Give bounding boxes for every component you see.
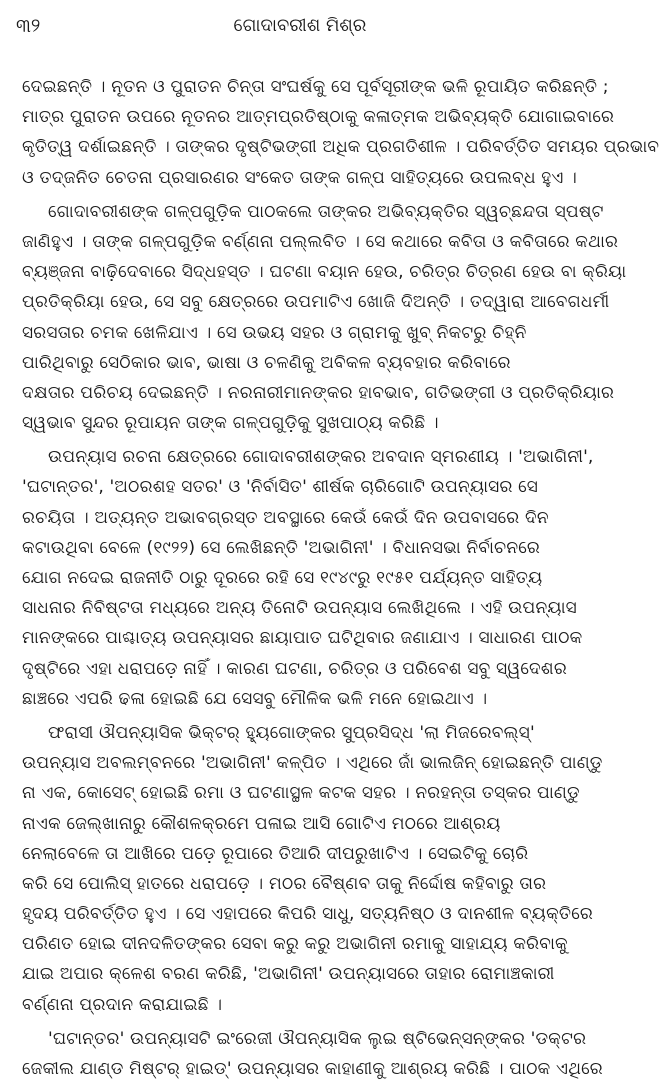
text-line: ହୃଦୟ ପରିବର୍ତ୍ତିତ ହୁଏ । ସେ ଏହାପରେ କିପରି ସାଧୁ, ସତ୍ୟନିଷ୍ଠ ଓ ଦାନଶୀଳ ବ୍ୟକ୍ତିରେ <box>22 904 593 925</box>
page-header <box>0 12 600 46</box>
text-line: ଓ ତଦ୍‌ଜନିତ ଚେତନା ପ୍ରସାରଣର ସଂକେତ ତାଙ୍କ ଗଳ୍ପ ସାହିତ୍ୟରେ ଉପଲବ୍ଧ ହୁଏ । <box>22 167 577 188</box>
text-line: ସ୍ୱଭାବ ସୁନ୍ଦର ରୂପାୟନ ତାଙ୍କ ଗଳ୍ପଗୁଡ଼ିକୁ ସୁଖପାଠ୍ୟ କରିଛି । <box>22 413 439 434</box>
text-line: ଉପନ୍ୟାସ ରଚନା କ୍ଷେତ୍ରରେ ଗୋଦାବରୀଶଙ୍କର ଅବଦାନ ସ୍ମରଣୀୟ । 'ଅଭାଗିନୀ', <box>48 447 594 468</box>
text-line: ନେଲାବେଳେ ତା ଆଖିରେ ପଡ଼େ ରୂପାରେ ତିଆରି ଦୀପରୁଖାଟିଏ । ସେଇଟିକୁ ଚୋରି <box>22 843 529 864</box>
paragraph-1 <box>22 72 659 193</box>
page-number: ୩୨ <box>16 15 41 37</box>
text-line: ପାରିଥିବାରୁ ସେଠିକାର ଭାବ, ଭାଷା ଓ ଚଳଣିକୁ ଅବିକଳ ବ୍ୟବହାର କରିବାରେ <box>22 352 511 373</box>
running-title: ଗୋଦାବରୀଶ ମିଶ୍ର <box>233 15 367 36</box>
text-line: ନା ଏକ, କୋସେଟ୍ ହୋଇଛି ରମା ଓ ଘଟଣାସ୍ଥଳ କଟକ ସହର । ନରହନ୍ତା ତସ୍କର ପାଣ୍ଡୁ <box>22 783 580 804</box>
text-line: ବର୍ଣ୍ଣନା ପ୍ରଦାନ କରାଯାଇଛି । <box>22 994 223 1015</box>
text-line: ଦେଇଛନ୍ତି । ନୂତନ ଓ ପୁରାତନ ଚିନ୍ତା ସଂଘର୍ଷକୁ ସେ ପୂର୍ବସୂରୀଙ୍କ ଭଳି ରୂପାୟିତ କରିଛନ୍ତି ; <box>22 77 609 97</box>
text-line: ଫରାସୀ ଔପନ୍ୟାସିକ ଭିକ୍ଟର୍ ହ୍ୟୁଗୋଙ୍କର ସୁପ୍ରସିଦ୍ଧ 'ଲା ମିଜରେବଲ୍ସ୍' <box>48 722 535 743</box>
text-line: ସାଧନାର ନିବିଷ୍ଟତା ମଧ୍ୟରେ ଅନ୍ୟ ତିନୋଟି ଉପନ୍ୟାସ ଲେଖିଥିଲେ । ଏହି ଉପନ୍ୟାସ <box>22 598 577 619</box>
text-line: ମାତ୍ର ପୁରାତନ ଉପରେ ନୂତନର ଆତ୍ମପ୍ରତିଷ୍ଠାକୁ କଳାତ୍ମକ ଅଭିବ୍ୟକ୍ତି ଯୋଗାଇବାରେ <box>22 107 615 128</box>
text-line: ଜାଣିହୁଏ । ତାଙ୍କ ଗଳ୍ପଗୁଡ଼ିକ ବର୍ଣ୍ଣନା ପଲ୍ଲବିତ । ସେ କଥାରେ କବିତା ଓ କବିତାରେ କଥାର <box>22 231 619 252</box>
text-line: କଟାଉଥିବା ବେଳେ (୧୯୨୨) ସେ ଲେଖିଛନ୍ତି 'ଅଭାଗିନୀ' । ବିଧାନସଭା ନିର୍ବାଚନରେ <box>22 537 540 558</box>
text-line: ଉପନ୍ୟାସ ଅବଲମ୍ବନରେ 'ଅଭାଗିନୀ' କଳ୍ପିତ । ଏଥିରେ ଜାଁ ଭାଲଜିନ୍ ହୋଇଛନ୍ତି ପାଣ୍ଡୁ <box>22 753 603 774</box>
text-line: ମାନଙ୍କରେ ପାଶ୍ଚାତ୍ୟ ଉପନ୍ୟାସର ଛାୟାପାତ ଘଟିଥିବାର ଜଣାଯାଏ । ସାଧାରଣ ପାଠକ <box>22 628 583 649</box>
text-line: ଛାଞ୍ଚରେ ଏପରି ଢଳା ହୋଇଛି ଯେ ସେସବୁ ମୌଳିକ ଭଳି ମନେ ହୋଇଥାଏ । <box>22 688 488 709</box>
text-line: ଜେକୀଲ ଯାଣ୍ଡ ମିଷ୍ଟର୍ ହାଇଡ୍' ଉପନ୍ୟାସର କାହାଣୀକୁ ଆଶ୍ରୟ କରିଛି । ପାଠକ ଏଥିରେ <box>22 1059 603 1079</box>
text-line: ସରସତାର ଚମକ ଖେଳିଯାଏ । ସେ ଉଭୟ ସହର ଓ ଗ୍ରାମକୁ ଖୁବ୍ ନିକଟରୁ ଚିହ୍ନି <box>22 322 527 343</box>
text-line: ଯୋଗ ନଦେଇ ରାଜନୀତି ଠାରୁ ଦୂରରେ ରହି ସେ ୧୯୪୯ରୁ ୧୯୫୧ ପର୍ଯ୍ୟନ୍ତ ସାହିତ୍ୟ <box>22 568 543 588</box>
text-line: ନାଏକ ଜେଲ୍‌ଖାନାରୁ କୌଶଳକ୍ରମେ ପଳାଇ ଆସି ଗୋଟିଏ ମଠରେ ଆଶ୍ରୟ <box>22 813 501 834</box>
text-line: 'ଘଟାନ୍ତର' ଉପନ୍ୟାସଟି ଇଂରେଜୀ ଔପନ୍ୟାସିକ ଲୁଇ ଷ୍ଟିଭେନ୍‌ସନ୍‌ଙ୍କର 'ଡକ୍ଟର <box>48 1028 587 1049</box>
paragraph-5 <box>22 1024 603 1084</box>
text-line: କୃତିତ୍ୱ ଦର୍ଶାଇଛନ୍ତି । ତାଙ୍କର ଦୃଷ୍ଟିଭଙ୍ଗୀ ଅଧିକ ପ୍ରଗତିଶୀଳ । ପରିବର୍ତ୍ତିତ ସମୟର ପ୍ରଭାବ <box>22 137 659 158</box>
text-line: ରଚୟିତା । ଅତ୍ୟନ୍ତ ଅଭାବଗ୍ରସ୍ତ ଅବସ୍ଥାରେ କେଉଁ କେଉଁ ଦିନ ଉପବାସରେ ଦିନ <box>22 507 549 528</box>
text-line: 'ଘଟାନ୍ତର', 'ଅଠରଶହ ସତର' ଓ 'ନିର୍ବାସିତ' ଶୀର୍ଷକ ଚାରିଗୋଟି ଉପନ୍ୟାସର ସେ <box>22 477 539 498</box>
text-line: ଯାଇ ଅପାର କ୍ଳେଶ ବରଣ କରିଛି, 'ଅଭାଗିନୀ' ଉପନ୍ୟାସରେ ତାହାର ରୋମାଞ୍ଚକାରୀ <box>22 964 555 985</box>
paragraph-3 <box>22 442 594 714</box>
text-line: ପରିଣତ ହୋଇ ଦୀନଦଳିତଙ୍କର ସେବା କରୁ କରୁ ଅଭାଗିନୀ ରମାକୁ ସାହାଯ୍ୟ କରିବାକୁ <box>22 934 568 955</box>
text-line: ଗୋଦାବରୀଶଙ୍କ ଗଳ୍ପଗୁଡ଼ିକ ପାଠକଲେ ତାଙ୍କର ଅଭିବ୍ୟକ୍ତିର ସ୍ୱଚ୍ଛନ୍ଦତା ସ୍ପଷ୍ଟ <box>48 201 604 222</box>
text-body <box>22 72 659 1088</box>
paragraph-2 <box>22 197 627 439</box>
text-line: ପ୍ରତିକ୍ରିୟା ହେଉ, ସେ ସବୁ କ୍ଷେତ୍ରରେ ଉପମାଟିଏ ଖୋଜି ଦିଅନ୍ତି । ତଦ୍ୱାରା ଆବେଗଧର୍ମୀ <box>22 292 610 313</box>
text-line: ଦୃଷ୍ଟିରେ ଏହା ଧରାପଡ଼େ ନାହିଁ । କାରଣ ଘଟଣା, ଚରିତ୍ର ଓ ପରିବେଶ ସବୁ ସ୍ୱଦେଶର <box>22 658 567 679</box>
paragraph-4 <box>22 718 603 1020</box>
text-line: ବ୍ୟଞ୍ଜନା ବାଢ଼ିଦେବାରେ ସିଦ୍ଧହସ୍ତ । ଘଟଣା ବୟାନ ହେଉ, ଚରିତ୍ର ଚିତ୍ରଣ ହେଉ ବା କ୍ରିୟା <box>22 262 627 283</box>
text-line: ଦକ୍ଷତାର ପରିଚୟ ଦେଇଛନ୍ତି । ନରନାରୀମାନଙ୍କର ହାବଭାବ, ଗତିଭଙ୍ଗୀ ଓ ପ୍ରତିକ୍ରିୟାର <box>22 382 615 403</box>
text-line: କରି ସେ ପୋଲିସ୍ ହାତରେ ଧରାପଡ଼େ । ମଠର ବୈଷ୍ଣବ ତାକୁ ନିର୍ଦ୍ଦୋଷ କହିବାରୁ ତାର <box>22 873 547 894</box>
